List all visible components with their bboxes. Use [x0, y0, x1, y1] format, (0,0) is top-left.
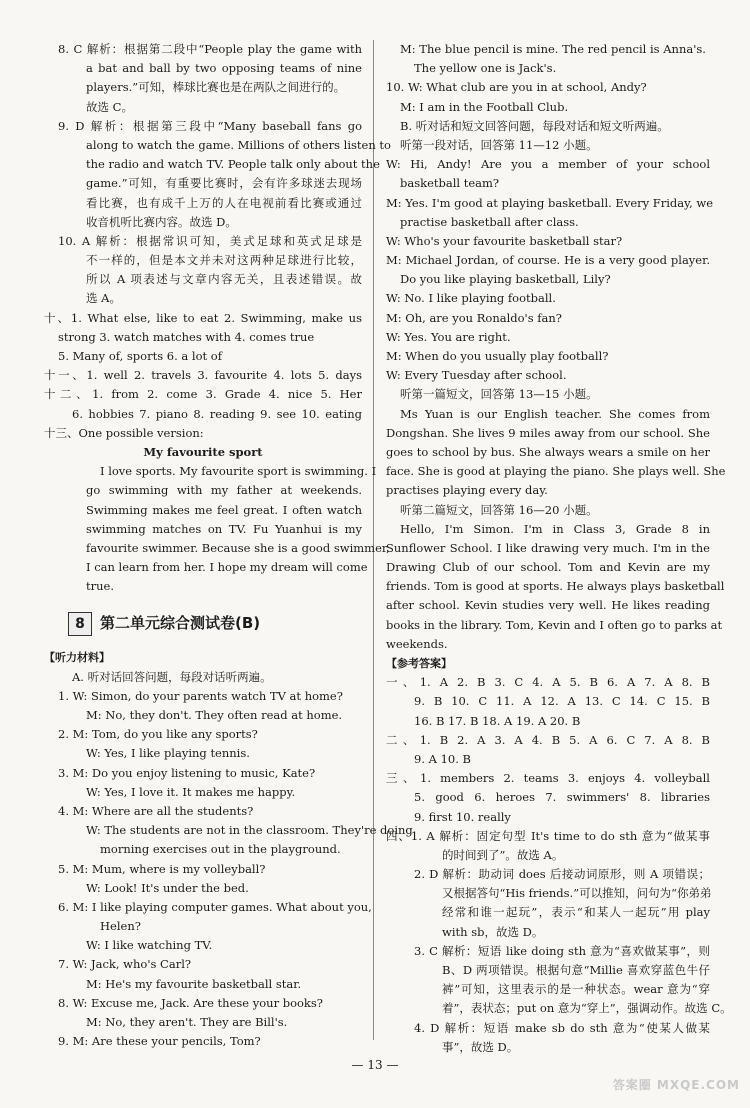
answer-line: 9. first 10. really	[414, 809, 511, 824]
text-line: 十一、1. well 2. travels 3. favourite 4. lots 5. days	[44, 368, 362, 383]
unit-title: 第二单元综合测试卷(B)	[100, 614, 261, 633]
left-column	[44, 40, 413, 1051]
dialogue-line: 3. M: Do you enjoy listening to music, Kate?	[58, 765, 316, 780]
dialogue-line: books in the library. Tom, Kevin and I often go to parks at	[386, 617, 723, 632]
dialogue-line: 8. W: Excuse me, Jack. Are these your books?	[58, 995, 323, 1010]
dialogue-line: B. 听对话和短文回答问题，每段对话和短文听两遍。	[400, 118, 669, 133]
dialogue-line: morning exercises out in the playground.	[100, 842, 341, 857]
dialogue-line: 1. W: Simon, do your parents watch TV at home?	[58, 688, 343, 703]
dialogue-line: M: The blue pencil is mine. The red pencil is Anna's.	[400, 42, 706, 56]
dialogue-line: Drawing Club of our school. Tom and Kevin are my	[386, 560, 710, 575]
answer-line: 着”，表状态；put on 意为“穿上”，强调动作。故选 C。	[442, 1001, 732, 1016]
answer-line: 裤”可知，这里表示的是一种状态。wear 意为“穿	[442, 982, 710, 997]
dialogue-line: face. She is good at playing the piano. She plays well. She	[386, 464, 726, 479]
text-line: 看比赛，也有成千上万的人在电视前看比赛或通过	[86, 195, 362, 210]
essay-line: go swimming with my father at weekends.	[86, 483, 362, 498]
right-column	[386, 40, 732, 1057]
text-line: game.”可知，有重要比赛时，会有许多球迷去现场	[86, 176, 362, 191]
dialogue-line: M: Michael Jordan, of course. He is a very good player.	[386, 253, 710, 268]
dialogue-line: W: Who's your favourite basketball star?	[386, 233, 623, 248]
answer-line: 5. good 6. heroes 7. swimmers' 8. libraries	[414, 790, 710, 805]
dialogue-line: practise basketball after class.	[400, 214, 579, 229]
dialogue-line: W: I like watching TV.	[86, 938, 213, 953]
dialogue-line: 2. M: Tom, do you like any sports?	[58, 727, 258, 742]
text-line: 收音机听比赛内容。故选 D。	[86, 214, 237, 229]
dialogue-line: Do you like playing basketball, Lily?	[400, 272, 611, 287]
essay-line: I love sports. My favourite sport is swimming. I	[100, 464, 377, 479]
essay-line: I can learn from her. I hope my dream will come	[86, 560, 368, 575]
dialogue-line: M: Oh, are you Ronaldo's fan?	[386, 310, 562, 325]
text-line: 故选 C。	[86, 99, 133, 114]
dialogue-line: Helen?	[100, 919, 141, 934]
dialogue-line: practises playing every day.	[386, 483, 548, 498]
essay-title: My favourite sport	[143, 444, 263, 459]
text-line: 十、1. What else, like to eat 2. Swimming, make us	[44, 310, 362, 325]
text-line: 10. A 解析：根据常识可知，美式足球和英式足球是	[58, 233, 362, 248]
dialogue-line: Dongshan. She lives 9 miles away from our school. She	[386, 425, 710, 440]
dialogue-line: weekends.	[386, 636, 448, 651]
dialogue-line: W: Yes. You are right.	[386, 329, 511, 344]
answer-line: 三、1. members 2. teams 3. enjoys 4. volleyball	[386, 771, 710, 786]
dialogue-line: 10. W: What club are you in at school, Andy?	[386, 80, 647, 95]
text-line: 6. hobbies 7. piano 8. reading 9. see 10. eating	[72, 406, 362, 421]
dialogue-line: basketball team?	[400, 176, 500, 191]
text-line: a bat and ball by two opposing teams of nine	[86, 61, 362, 76]
page-number: — 13 —	[351, 1058, 399, 1072]
right-listening-block	[386, 40, 726, 654]
essay-line: swimming matches on TV. Fu Yuanhui is my	[86, 521, 362, 536]
dialogue-line: M: I am in the Football Club.	[400, 99, 569, 114]
text-line: along to watch the game. Millions of others listen to	[86, 137, 391, 152]
answer-line: with sb，故选 D。	[442, 924, 544, 939]
answer-line: 四、1. A 解析：固定句型 It's time to do sth 意为“做某事	[386, 828, 710, 843]
text-line: 十三、One possible version:	[44, 425, 204, 440]
left-answer-block	[44, 40, 391, 443]
dialogue-line: A. 听对话回答问题，每段对话听两遍。	[72, 669, 272, 684]
dialogue-line: 听第二篇短文，回答第 16—20 小题。	[400, 502, 598, 517]
answers-block	[386, 673, 732, 1057]
dialogue-line: 听第一篇短文，回答第 13—15 小题。	[400, 387, 598, 402]
text-line: strong 3. watch matches with 4. comes true	[58, 329, 315, 344]
watermark-logo: 答案圈 MXQE.COM	[612, 1078, 740, 1092]
dialogue-line: M: No, they aren't. They are Bill's.	[86, 1015, 288, 1029]
dialogue-line: 4. M: Where are all the students?	[58, 803, 254, 818]
dialogue-line: W: The students are not in the classroom. They're doing	[86, 823, 413, 838]
dialogue-line: Ms Yuan is our English teacher. She comes from	[400, 406, 710, 421]
answer-line: 9. B 10. C 11. A 12. A 13. C 14. C 15. B	[414, 694, 710, 709]
answer-line: 事”，故选 D。	[442, 1039, 519, 1054]
answer-line: 二、1. B 2. A 3. A 4. B 5. A 6. C 7. A 8. B	[386, 732, 710, 747]
text-line: 不一样的，但是本文并未对这两种足球进行比较，	[86, 253, 362, 268]
section-title-listening: 【听力材料】	[44, 651, 110, 665]
dialogue-line: M: When do you usually play football?	[386, 349, 609, 363]
answer-line: 经常和谁一起玩”，表示“和某人一起玩”用 play	[442, 905, 710, 920]
text-line: 选 A。	[86, 291, 121, 306]
answer-line: 9. A 10. B	[414, 751, 471, 766]
text-line: players.”可知，棒球比赛也是在两队之间进行的。	[86, 80, 346, 95]
text-line: the radio and watch TV. People talk only about the	[86, 157, 380, 172]
dialogue-line: Hello, I'm Simon. I'm in Class 3, Grade 8 in	[400, 521, 710, 536]
dialogue-line: W: No. I like playing football.	[386, 291, 556, 306]
dialogue-line: M: Yes. I'm good at playing basketball. Every Friday, we	[386, 195, 714, 210]
dialogue-line: 5. M: Mum, where is my volleyball?	[58, 861, 266, 876]
answer-line: 的时间到了”。故选 A。	[442, 847, 564, 862]
dialogue-line: W: Yes, I like playing tennis.	[86, 746, 250, 761]
dialogue-line: M: He's my favourite basketball star.	[86, 976, 302, 991]
dialogue-line: W: Yes, I love it. It makes me happy.	[86, 784, 296, 799]
dialogue-line: 7. W: Jack, who's Carl?	[58, 957, 192, 972]
essay-line: Swimming makes me feel great. I often watch	[86, 502, 362, 517]
dialogue-line: 9. M: Are these your pencils, Tom?	[58, 1034, 261, 1049]
dialogue-line: 6. M: I like playing computer games. What about you,	[58, 899, 372, 914]
answer-line: B、D 两项错误。根据句意“Millie 喜欢穿蓝色牛仔	[442, 963, 710, 977]
essay-line: favourite swimmer. Because she is a good swimmer,	[86, 540, 390, 555]
text-line: 所以 A 项表述与文章内容无关，且表述错误。故	[86, 272, 362, 287]
essay-block	[44, 462, 390, 596]
answer-line: 又根据答句“His friends.”可以推知，问句为“你弟弟	[442, 886, 712, 901]
answer-line: 2. D 解析：助动词 does 后接动词原形，则 A 项错误；	[414, 867, 710, 882]
listening-block	[44, 668, 413, 1052]
dialogue-line: 听第一段对话，回答第 11—12 小题。	[400, 137, 598, 152]
dialogue-line: after school. Kevin studies very well. He likes reading	[386, 598, 710, 613]
unit-number: 8	[68, 612, 92, 636]
section-title-answers: 【参考答案】	[386, 657, 452, 670]
answer-line: 16. B 17. B 18. A 19. A 20. B	[414, 713, 581, 728]
dialogue-line: W: Every Tuesday after school.	[386, 368, 567, 383]
text-line: 十二、1. from 2. come 3. Grade 4. nice 5. Her	[44, 387, 362, 402]
answer-line: 一、1. A 2. B 3. C 4. A 5. B 6. A 7. A 8. B	[386, 675, 710, 690]
dialogue-line: friends. Tom is good at sports. He always plays basketball	[386, 579, 725, 594]
dialogue-line: W: Hi, Andy! Are you a member of your school	[386, 157, 710, 172]
answer-line: 4. D 解析：短语 make sb do sth 意为“使某人做某	[414, 1020, 710, 1035]
text-line: 8. C 解析：根据第二段中“People play the game with	[58, 42, 362, 56]
dialogue-line: M: No, they don't. They often read at home.	[86, 708, 343, 722]
dialogue-line: goes to school by bus. She always wears a smile on her	[386, 444, 710, 459]
unit-heading	[68, 608, 362, 638]
essay-line: true.	[86, 579, 114, 594]
dialogue-line: W: Look! It's under the bed.	[86, 880, 249, 895]
answer-line: 3. C 解析：短语 like doing sth 意为“喜欢做某事”，则	[414, 943, 710, 958]
dialogue-line: The yellow one is Jack's.	[414, 61, 557, 76]
text-line: 5. Many of, sports 6. a lot of	[58, 349, 222, 363]
text-line: 9. D 解析：根据第三段中“Many baseball fans go	[58, 118, 362, 133]
dialogue-line: Sunflower School. I like drawing very much. I'm in the	[386, 540, 710, 555]
